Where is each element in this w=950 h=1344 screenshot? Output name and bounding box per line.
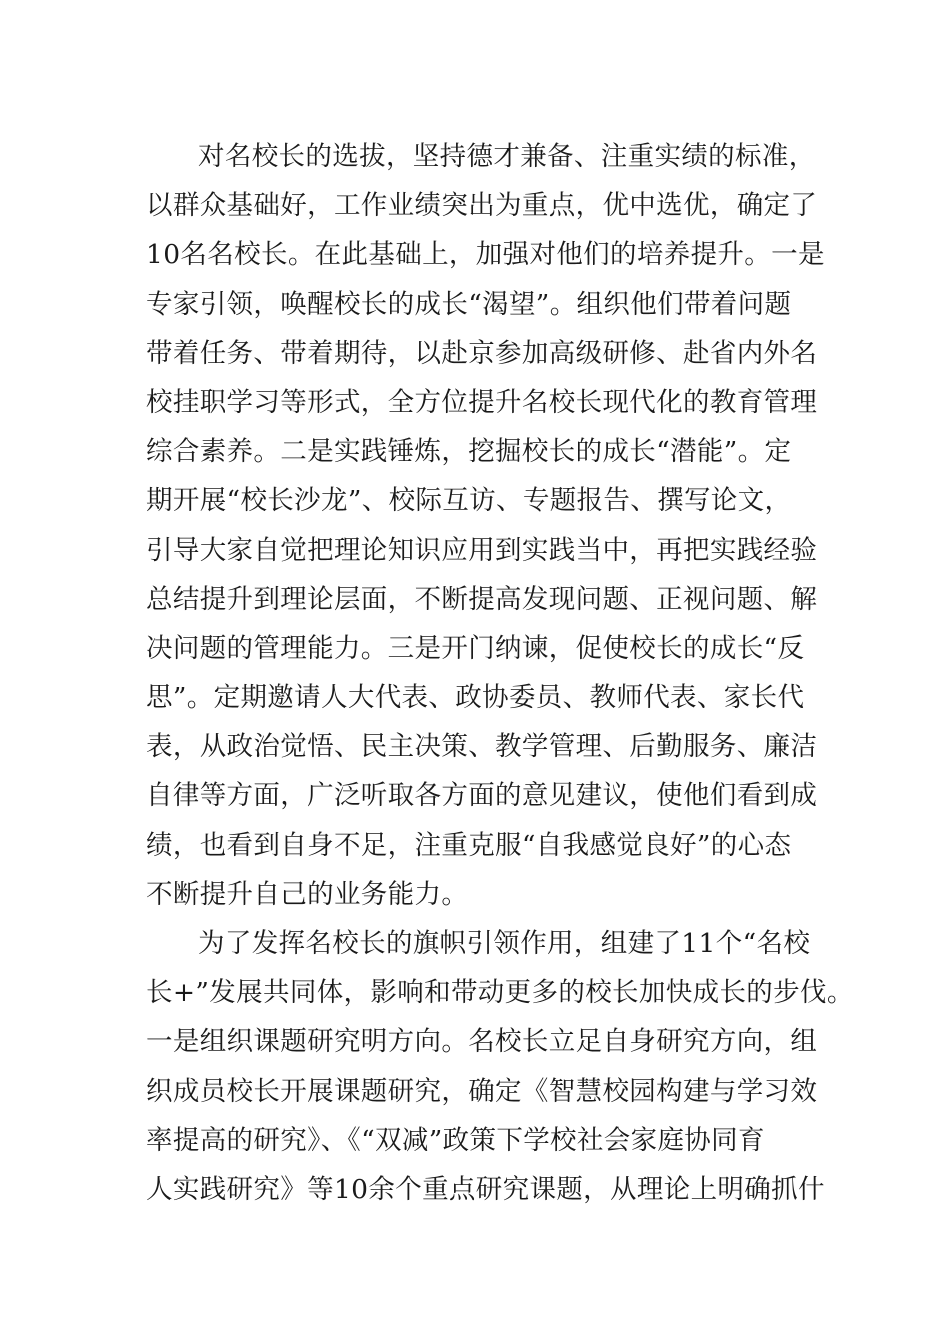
text-line: 表，从政治觉悟、民主决策、教学管理、后勤服务、廉洁: [146, 731, 818, 763]
text-line: 带着任务、带着期待，以赴京参加高级研修、赴省内外名: [146, 337, 818, 369]
paragraph-principal-selection: [146, 132, 825, 919]
text-line: 为了发挥名校长的旗帜引领作用，组建了11个“名校: [198, 928, 811, 959]
text-line: 长+”发展共同体，影响和带动更多的校长加快成长的步伐。: [146, 977, 854, 1009]
text-line: 决问题的管理能力。三是开门纳谏，促使校长的成长“反: [146, 632, 805, 664]
text-line: 思”。定期邀请人大代表、政协委员、教师代表、家长代: [146, 682, 805, 714]
document-body: [146, 132, 854, 1214]
text-line: 不断提升自己的业务能力。: [146, 878, 469, 910]
text-line: 以群众基础好，工作业绩突出为重点，优中选优，确定了: [146, 190, 818, 222]
text-line: 织成员校长开展课题研究，确定《智慧校园构建与学习效: [146, 1075, 818, 1107]
text-line: 对名校长的选拔，坚持德才兼备、注重实绩的标准，: [198, 141, 816, 172]
text-line: 总结提升到理论层面，不断提高发现问题、正视问题、解: [146, 583, 818, 615]
paragraph-principal-community: [146, 919, 854, 1214]
text-line: 率提高的研究》、《“双减”政策下学校社会家庭协同育: [146, 1124, 765, 1156]
text-line: 绩，也看到自身不足，注重克服“自我感觉良好”的心态: [146, 829, 792, 861]
text-line: 期开展“校长沙龙”、校际互访、专题报告、撰写论文，: [146, 485, 792, 517]
text-line: 人实践研究》等10余个重点研究课题，从理论上明确抓什: [146, 1173, 825, 1205]
text-line: 自律等方面，广泛听取各方面的意见建议，使他们看到成: [146, 780, 818, 812]
text-line: 校挂职学习等形式，全方位提升名校长现代化的教育管理: [146, 386, 818, 418]
text-line: 一是组织课题研究明方向。名校长立足自身研究方向，组: [146, 1026, 818, 1058]
text-line: 综合素养。二是实践锤炼，挖掘校长的成长“潜能”。定: [146, 436, 792, 468]
text-line: 专家引领，唤醒校长的成长“渴望”。组织他们带着问题: [146, 288, 792, 320]
text-line: 引导大家自觉把理论知识应用到实践当中，再把实践经验: [146, 534, 818, 566]
text-line: 10名名校长。在此基础上，加强对他们的培养提升。一是: [146, 239, 825, 271]
